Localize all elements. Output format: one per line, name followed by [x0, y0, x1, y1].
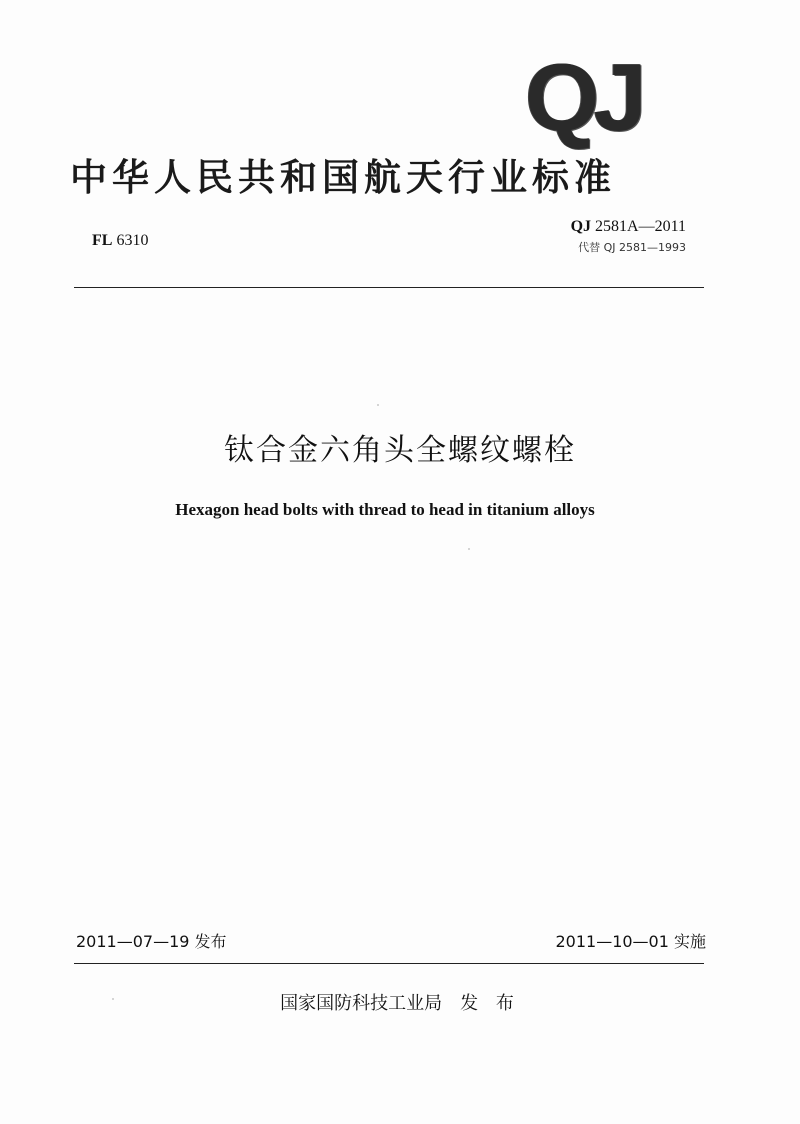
- paper-speck: [377, 404, 379, 406]
- standard-number-value: 2581A—2011: [595, 218, 686, 235]
- footer-divider: [74, 963, 704, 964]
- issue-date: 2011—07—19 发布: [76, 932, 227, 951]
- publish-verb: 发 布: [460, 993, 520, 1014]
- replaces-standard: 代替 QJ 2581—1993: [578, 241, 686, 254]
- classification-code: [92, 230, 148, 252]
- header-divider: [74, 287, 704, 288]
- publisher-line: [0, 990, 800, 1018]
- classification-prefix: FL: [92, 232, 113, 249]
- standard-number: [520, 216, 686, 238]
- qj-logo: QJ: [525, 44, 642, 151]
- paper-speck: [112, 998, 114, 1000]
- implementation-date: 2011—10—01 实施: [555, 932, 706, 951]
- standard-category-title: 中华人民共和国航天行业标准: [70, 156, 616, 199]
- paper-speck: [468, 548, 470, 550]
- classification-number: 6310: [116, 232, 149, 249]
- standard-code: QJ: [570, 218, 592, 235]
- publisher-name: 国家国防科技工业局: [280, 993, 443, 1014]
- document-title-chinese: 钛合金六角头全螺纹螺栓: [224, 433, 576, 468]
- document-title-english: Hexagon head bolts with thread to head in titanium alloys: [175, 500, 595, 519]
